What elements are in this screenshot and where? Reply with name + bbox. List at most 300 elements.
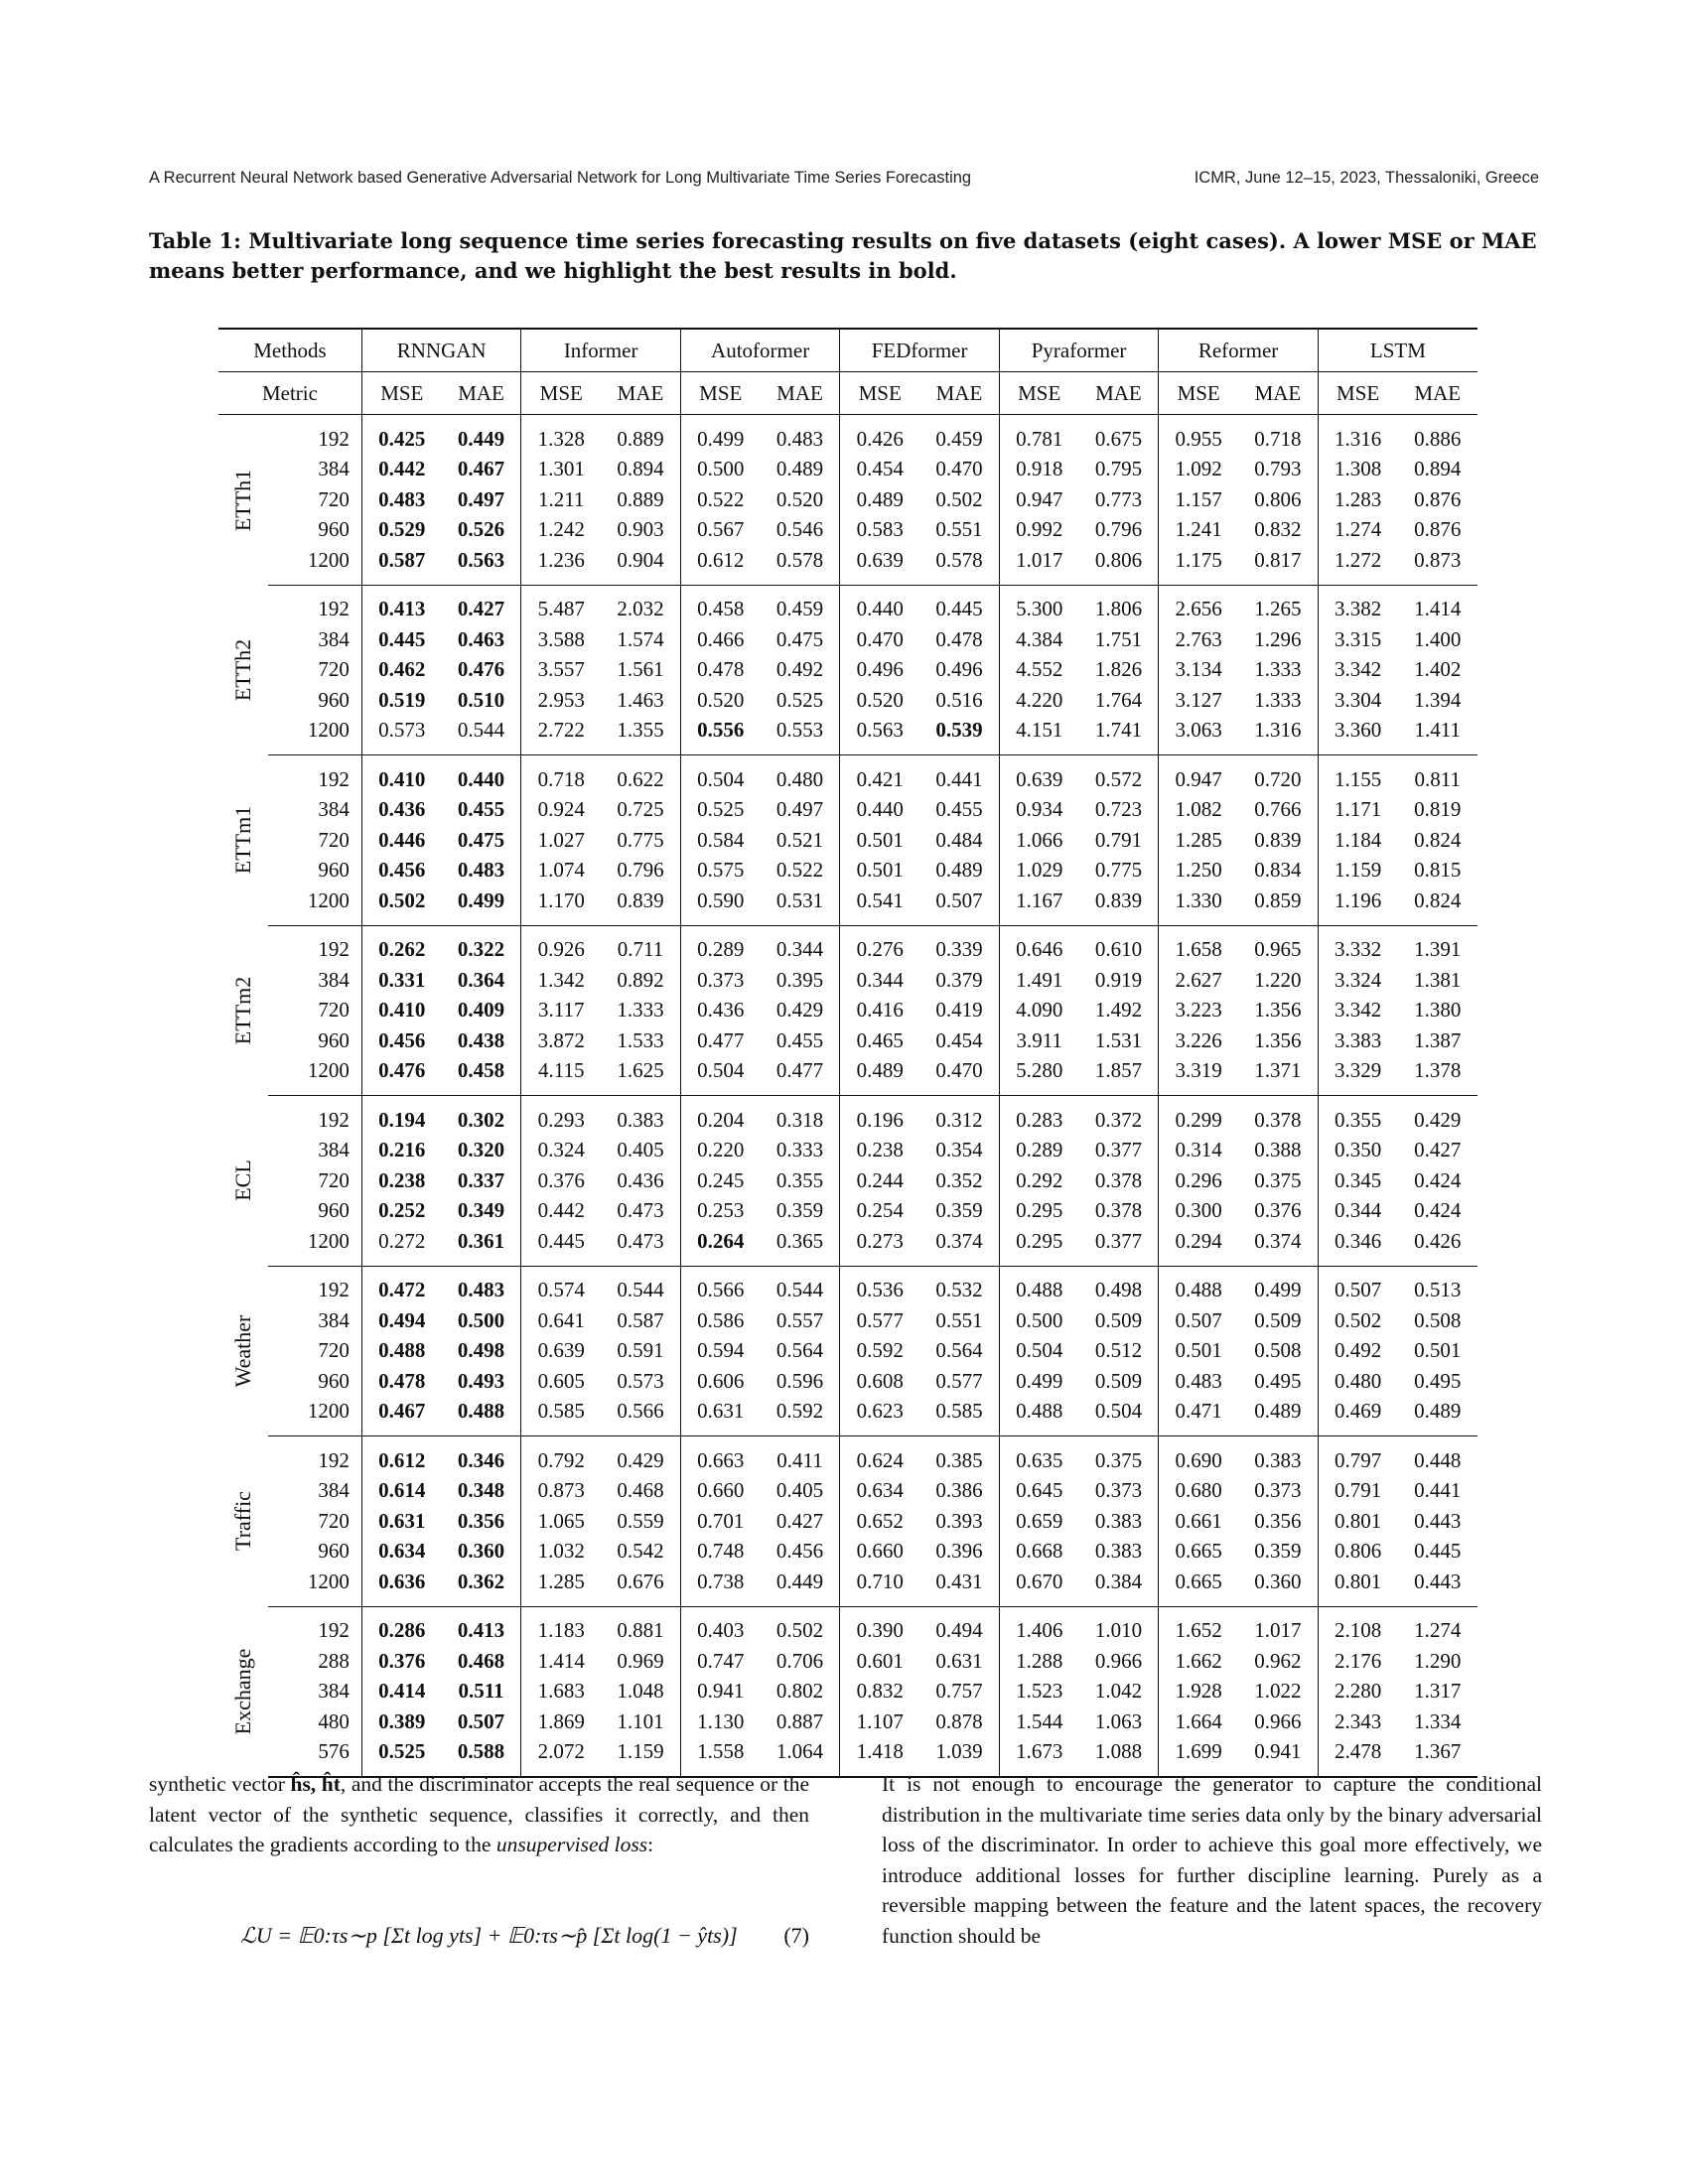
- value-cell: 3.315: [1318, 624, 1397, 655]
- table-row: [218, 825, 1477, 856]
- body-left-text-b: , and the discriminator accepts the real sequence or the latent vector of the synthetic sequence, classifies it correctly, and then calculates the gradients according to the: [149, 1772, 809, 1856]
- horizon-cell: 192: [318, 1618, 350, 1643]
- value-cell: 0.553: [761, 716, 840, 755]
- value-cell: 0.431: [919, 1567, 999, 1606]
- table-row: [218, 1506, 1477, 1537]
- value-cell: 0.324: [521, 1136, 601, 1166]
- metric-header: MAE: [761, 372, 840, 415]
- value-cell: 0.526: [457, 517, 505, 542]
- value-cell: 1.869: [521, 1706, 601, 1737]
- value-cell: 1.283: [1318, 484, 1397, 515]
- value-cell: 1.241: [1159, 515, 1238, 546]
- value-cell: 1.032: [521, 1537, 601, 1568]
- value-cell: 1.316: [1238, 716, 1318, 755]
- metric-header: MSE: [521, 372, 601, 415]
- metric-header: MSE: [1318, 372, 1397, 415]
- value-cell: 0.348: [457, 1478, 505, 1503]
- value-cell: 0.608: [840, 1366, 919, 1397]
- value-cell: 0.360: [457, 1539, 505, 1564]
- horizon-cell: 960: [318, 1198, 350, 1223]
- dataset-label-cell: [218, 585, 268, 755]
- unsupervised-loss-term: unsupervised loss: [495, 1833, 648, 1856]
- value-cell: 0.660: [680, 1476, 760, 1507]
- value-cell: 0.393: [935, 1508, 983, 1533]
- value-cell: 0.504: [680, 1056, 760, 1096]
- value-cell: 0.947: [999, 484, 1078, 515]
- equation-7: [149, 1921, 809, 1961]
- value-cell: 0.832: [840, 1677, 919, 1707]
- value-cell: 0.892: [617, 967, 664, 992]
- value-cell: 3.383: [1318, 1025, 1397, 1056]
- dataset-name: Weather: [230, 1314, 256, 1388]
- horizon-cell: 192: [318, 1107, 350, 1132]
- table-row: [218, 1537, 1477, 1568]
- table-row: [218, 1096, 1477, 1136]
- dataset-label-cell: [218, 1606, 268, 1777]
- value-cell: 0.775: [617, 827, 664, 852]
- value-cell: 0.477: [761, 1056, 840, 1096]
- value-cell: 1.334: [1414, 1708, 1462, 1733]
- table-row: [218, 886, 1477, 925]
- value-cell: 0.445: [361, 624, 441, 655]
- value-cell: 1.088: [1079, 1737, 1159, 1778]
- value-cell: 0.429: [1414, 1107, 1462, 1132]
- value-cell: 0.359: [775, 1198, 824, 1223]
- value-cell: 0.379: [935, 967, 983, 992]
- value-cell: 0.504: [1079, 1397, 1159, 1436]
- value-cell: 0.405: [617, 1138, 664, 1162]
- value-cell: 0.551: [935, 1307, 983, 1332]
- value-cell: 3.324: [1318, 965, 1397, 996]
- value-cell: 1.272: [1318, 545, 1397, 585]
- value-cell: 0.472: [361, 1266, 441, 1305]
- value-cell: 2.072: [521, 1737, 601, 1778]
- value-cell: 0.283: [999, 1096, 1078, 1136]
- value-cell: 2.343: [1318, 1706, 1397, 1737]
- value-cell: 0.680: [1159, 1476, 1238, 1507]
- value-cell: 1.658: [1159, 925, 1238, 965]
- value-cell: 0.499: [999, 1366, 1078, 1397]
- value-cell: 1.017: [999, 545, 1078, 585]
- running-head-title: A Recurrent Neural Network based Generative Adversarial Network for Long Multivariate Time Series Forecasting: [149, 169, 972, 187]
- horizon-cell: 1200: [268, 1056, 361, 1096]
- value-cell: 0.801: [1318, 1506, 1397, 1537]
- value-cell: 1.048: [617, 1679, 664, 1704]
- value-cell: 1.250: [1159, 856, 1238, 887]
- value-cell: 0.563: [840, 716, 919, 755]
- value-cell: 0.497: [457, 486, 505, 511]
- methods-label: Methods: [218, 329, 361, 372]
- running-head-venue: ICMR, June 12–15, 2023, Thessaloniki, Greece: [1194, 169, 1539, 187]
- value-cell: 0.839: [1254, 827, 1302, 852]
- value-cell: 0.373: [1254, 1478, 1302, 1503]
- value-cell: 0.747: [680, 1646, 760, 1677]
- value-cell: 0.470: [935, 457, 983, 481]
- value-cell: 0.492: [775, 657, 824, 682]
- value-cell: 0.476: [361, 1056, 441, 1096]
- value-cell: 0.557: [775, 1307, 824, 1332]
- value-cell: 2.763: [1159, 624, 1238, 655]
- value-cell: 2.478: [1318, 1737, 1397, 1778]
- value-cell: 0.873: [1398, 545, 1477, 585]
- dataset-label-cell: [218, 755, 268, 926]
- value-cell: 0.508: [1414, 1307, 1462, 1332]
- value-cell: 1.107: [840, 1706, 919, 1737]
- value-cell: 0.532: [935, 1278, 983, 1302]
- value-cell: 0.312: [935, 1107, 983, 1132]
- value-cell: 0.389: [361, 1706, 441, 1737]
- value-cell: 0.791: [1094, 827, 1143, 852]
- value-cell: 0.449: [761, 1567, 840, 1606]
- value-cell: 0.346: [457, 1447, 505, 1472]
- horizon-cell: 720: [318, 657, 350, 682]
- value-cell: 3.223: [1159, 996, 1238, 1026]
- value-cell: 5.280: [999, 1056, 1078, 1096]
- value-cell: 0.859: [1238, 886, 1318, 925]
- value-cell: 0.488: [1159, 1266, 1238, 1305]
- table-row: [218, 1677, 1477, 1707]
- value-cell: 1.155: [1318, 755, 1397, 795]
- value-cell: 0.488: [442, 1397, 521, 1436]
- dataset-block: [218, 1436, 1477, 1607]
- value-cell: 1.367: [1398, 1737, 1477, 1778]
- value-cell: 1.010: [1094, 1618, 1143, 1643]
- value-cell: 1.064: [761, 1737, 840, 1778]
- value-cell: 0.496: [935, 657, 983, 682]
- value-cell: 0.668: [999, 1537, 1078, 1568]
- value-cell: 0.718: [1254, 426, 1302, 451]
- metric-header: MSE: [680, 372, 760, 415]
- value-cell: 0.572: [1094, 766, 1143, 791]
- table-row: [218, 755, 1477, 795]
- horizon-cell: 960: [318, 517, 350, 542]
- value-cell: 1.074: [521, 856, 601, 887]
- value-cell: 0.388: [1254, 1138, 1302, 1162]
- value-cell: 0.492: [1318, 1336, 1397, 1367]
- body-left-column: [149, 1769, 809, 1860]
- value-cell: 0.352: [935, 1167, 983, 1192]
- horizon-cell: 1200: [268, 1226, 361, 1266]
- value-cell: 1.652: [1159, 1606, 1238, 1646]
- value-cell: 0.273: [840, 1226, 919, 1266]
- value-cell: 0.513: [1414, 1278, 1462, 1302]
- value-cell: 0.522: [775, 858, 824, 883]
- value-cell: 1.806: [1094, 597, 1143, 621]
- value-cell: 0.663: [680, 1436, 760, 1476]
- value-cell: 0.670: [999, 1567, 1078, 1606]
- table-row: [218, 1397, 1477, 1436]
- value-cell: 0.489: [840, 484, 919, 515]
- horizon-cell: 720: [318, 486, 350, 511]
- table-row: [218, 1025, 1477, 1056]
- value-cell: 0.889: [617, 486, 664, 511]
- value-cell: 1.333: [617, 998, 664, 1023]
- value-cell: 0.364: [457, 967, 505, 992]
- value-cell: 0.889: [617, 426, 664, 451]
- value-cell: 0.796: [1094, 517, 1143, 542]
- value-cell: 1.381: [1414, 967, 1462, 992]
- value-cell: 0.445: [935, 597, 983, 621]
- value-cell: 0.652: [840, 1506, 919, 1537]
- value-cell: 1.171: [1318, 795, 1397, 826]
- value-cell: 0.244: [840, 1165, 919, 1196]
- value-cell: 0.375: [1254, 1167, 1302, 1192]
- value-cell: 0.585: [521, 1397, 601, 1436]
- dataset-name: Exchange: [230, 1648, 256, 1735]
- value-cell: 0.806: [1254, 486, 1302, 511]
- value-cell: 1.029: [999, 856, 1078, 887]
- value-cell: 0.495: [1254, 1368, 1302, 1393]
- value-cell: 1.183: [521, 1606, 601, 1646]
- table-row: [218, 716, 1477, 755]
- value-cell: 0.374: [919, 1226, 999, 1266]
- method-header: RNNGAN: [361, 329, 520, 372]
- value-cell: 0.264: [680, 1226, 760, 1266]
- value-cell: 0.442: [521, 1196, 601, 1227]
- value-cell: 0.356: [1254, 1508, 1302, 1533]
- value-cell: 0.507: [457, 1708, 505, 1733]
- value-cell: 0.478: [680, 655, 760, 686]
- horizon-cell: 720: [318, 998, 350, 1023]
- value-cell: 1.317: [1414, 1679, 1462, 1704]
- value-cell: 0.455: [775, 1027, 824, 1052]
- value-cell: 0.390: [840, 1606, 919, 1646]
- value-cell: 0.665: [1159, 1567, 1238, 1606]
- value-cell: 1.316: [1318, 415, 1397, 455]
- value-cell: 0.508: [1254, 1338, 1302, 1363]
- value-cell: 0.817: [1238, 545, 1318, 585]
- value-cell: 1.394: [1414, 687, 1462, 712]
- value-cell: 0.596: [775, 1368, 824, 1393]
- method-header: Informer: [521, 329, 680, 372]
- value-cell: 1.211: [521, 484, 601, 515]
- value-cell: 4.384: [999, 624, 1078, 655]
- value-cell: 0.445: [1414, 1539, 1462, 1564]
- value-cell: 1.285: [1159, 825, 1238, 856]
- table-row: [218, 1646, 1477, 1677]
- value-cell: 0.520: [840, 685, 919, 716]
- value-cell: 0.645: [999, 1476, 1078, 1507]
- value-cell: 0.766: [1254, 797, 1302, 822]
- value-cell: 4.115: [521, 1056, 601, 1096]
- value-cell: 0.584: [680, 825, 760, 856]
- value-cell: 0.346: [1318, 1226, 1397, 1266]
- value-cell: 0.383: [1254, 1447, 1302, 1472]
- value-cell: 1.301: [521, 455, 601, 485]
- value-cell: 0.483: [775, 426, 824, 451]
- value-cell: 0.429: [617, 1447, 664, 1472]
- metric-header: MSE: [999, 372, 1078, 415]
- metric-header: MSE: [361, 372, 441, 415]
- value-cell: 3.342: [1318, 655, 1397, 686]
- value-cell: 0.331: [361, 965, 441, 996]
- value-cell: 0.455: [935, 797, 983, 822]
- value-cell: 0.793: [1254, 457, 1302, 481]
- value-cell: 0.947: [1159, 755, 1238, 795]
- value-cell: 0.500: [457, 1307, 505, 1332]
- value-cell: 1.042: [1094, 1679, 1143, 1704]
- value-cell: 0.299: [1159, 1096, 1238, 1136]
- value-cell: 0.493: [457, 1368, 505, 1393]
- value-cell: 0.466: [680, 624, 760, 655]
- value-cell: 2.656: [1159, 585, 1238, 624]
- value-cell: 2.722: [521, 716, 601, 755]
- value-cell: 1.063: [1094, 1708, 1143, 1733]
- horizon-cell: 1200: [268, 716, 361, 755]
- value-cell: 0.965: [1254, 937, 1302, 962]
- value-cell: 0.456: [361, 856, 441, 887]
- value-cell: 0.440: [840, 795, 919, 826]
- table-row: [218, 965, 1477, 996]
- value-cell: 1.066: [999, 825, 1078, 856]
- value-cell: 0.426: [1398, 1226, 1477, 1266]
- value-cell: 1.017: [1254, 1618, 1302, 1643]
- value-cell: 1.159: [601, 1737, 680, 1778]
- value-cell: 0.478: [361, 1366, 441, 1397]
- value-cell: 0.781: [999, 415, 1078, 455]
- value-cell: 0.502: [775, 1618, 824, 1643]
- value-cell: 0.378: [1094, 1198, 1143, 1223]
- value-cell: 0.564: [775, 1338, 824, 1363]
- value-cell: 0.525: [680, 795, 760, 826]
- horizon-cell: 960: [318, 1368, 350, 1393]
- value-cell: 3.117: [521, 996, 601, 1026]
- value-cell: 0.295: [999, 1226, 1078, 1266]
- value-cell: 0.676: [601, 1567, 680, 1606]
- value-cell: 0.614: [361, 1476, 441, 1507]
- value-cell: 0.573: [617, 1368, 664, 1393]
- value-cell: 0.349: [457, 1198, 505, 1223]
- value-cell: 1.558: [680, 1737, 760, 1778]
- value-cell: 0.529: [361, 515, 441, 546]
- value-cell: 0.410: [361, 996, 441, 1026]
- value-cell: 0.590: [680, 886, 760, 925]
- metrics-header-row: [218, 372, 1477, 415]
- value-cell: 1.092: [1159, 455, 1238, 485]
- value-cell: 3.872: [521, 1025, 601, 1056]
- value-cell: 0.738: [680, 1567, 760, 1606]
- value-cell: 0.773: [1094, 486, 1143, 511]
- value-cell: 0.478: [935, 626, 983, 651]
- value-cell: 1.411: [1398, 716, 1477, 755]
- value-cell: 1.290: [1414, 1648, 1462, 1673]
- value-cell: 1.378: [1398, 1056, 1477, 1096]
- value-cell: 0.296: [1159, 1165, 1238, 1196]
- metric-header: MSE: [1159, 372, 1238, 415]
- value-cell: 1.288: [999, 1646, 1078, 1677]
- value-cell: 1.751: [1094, 626, 1143, 651]
- value-cell: 0.302: [457, 1107, 505, 1132]
- metric-header: MAE: [919, 372, 999, 415]
- value-cell: 0.489: [1238, 1397, 1318, 1436]
- dataset-name: ETTh2: [230, 638, 256, 701]
- value-cell: 0.220: [680, 1136, 760, 1166]
- value-cell: 0.521: [775, 827, 824, 852]
- value-cell: 0.588: [442, 1737, 521, 1778]
- value-cell: 3.382: [1318, 585, 1397, 624]
- value-cell: 0.631: [361, 1506, 441, 1537]
- value-cell: 2.108: [1318, 1606, 1397, 1646]
- value-cell: 0.396: [935, 1539, 983, 1564]
- value-cell: 0.468: [457, 1648, 505, 1673]
- value-cell: 1.355: [601, 716, 680, 755]
- horizon-cell: 192: [318, 937, 350, 962]
- value-cell: 0.499: [442, 886, 521, 925]
- value-cell: 0.499: [1254, 1278, 1302, 1302]
- value-cell: 0.441: [1414, 1478, 1462, 1503]
- value-cell: 0.345: [1318, 1165, 1397, 1196]
- value-cell: 0.443: [1398, 1567, 1477, 1606]
- value-cell: 0.498: [457, 1338, 505, 1363]
- value-cell: 0.494: [361, 1305, 441, 1336]
- value-cell: 0.502: [1318, 1305, 1397, 1336]
- value-cell: 3.329: [1318, 1056, 1397, 1096]
- value-cell: 0.376: [361, 1646, 441, 1677]
- value-cell: 0.622: [617, 766, 664, 791]
- value-cell: 1.157: [1159, 484, 1238, 515]
- value-cell: 0.495: [1414, 1368, 1462, 1393]
- value-cell: 1.167: [999, 886, 1078, 925]
- value-cell: 0.567: [680, 515, 760, 546]
- value-cell: 0.446: [361, 825, 441, 856]
- table-row: [218, 1606, 1477, 1646]
- value-cell: 0.436: [617, 1167, 664, 1192]
- value-cell: 1.022: [1254, 1679, 1302, 1704]
- horizon-cell: 720: [318, 1338, 350, 1363]
- value-cell: 0.413: [361, 585, 441, 624]
- value-cell: 0.873: [521, 1476, 601, 1507]
- value-cell: 0.419: [935, 998, 983, 1023]
- value-cell: 3.332: [1318, 925, 1397, 965]
- value-cell: 1.170: [521, 886, 601, 925]
- value-cell: 4.151: [999, 716, 1078, 755]
- value-cell: 0.839: [1079, 886, 1159, 925]
- value-cell: 1.356: [1254, 998, 1302, 1023]
- method-header: Pyraformer: [999, 329, 1158, 372]
- value-cell: 0.904: [601, 545, 680, 585]
- value-cell: 0.725: [617, 797, 664, 822]
- value-cell: 0.832: [1254, 517, 1302, 542]
- value-cell: 0.445: [521, 1226, 601, 1266]
- value-cell: 3.342: [1318, 996, 1397, 1026]
- value-cell: 0.373: [680, 965, 760, 996]
- value-cell: 0.501: [1159, 1336, 1238, 1367]
- table-row: [218, 545, 1477, 585]
- value-cell: 3.911: [999, 1025, 1078, 1056]
- value-cell: 0.289: [680, 925, 760, 965]
- value-cell: 0.196: [840, 1096, 919, 1136]
- value-cell: 0.718: [521, 755, 601, 795]
- value-cell: 0.333: [775, 1138, 824, 1162]
- value-cell: 0.293: [521, 1096, 601, 1136]
- value-cell: 0.992: [999, 515, 1078, 546]
- value-cell: 0.383: [617, 1107, 664, 1132]
- metric-header: MSE: [840, 372, 919, 415]
- dataset-name: ETTm2: [230, 976, 256, 1044]
- value-cell: 1.196: [1318, 886, 1397, 925]
- value-cell: 0.458: [680, 585, 760, 624]
- value-cell: 0.574: [521, 1266, 601, 1305]
- table-row: [218, 1165, 1477, 1196]
- value-cell: 0.544: [617, 1278, 664, 1302]
- value-cell: 0.578: [919, 545, 999, 585]
- value-cell: 3.063: [1159, 716, 1238, 755]
- value-cell: 0.411: [776, 1447, 823, 1472]
- value-cell: 0.504: [999, 1336, 1078, 1367]
- table-row: [218, 1226, 1477, 1266]
- value-cell: 0.361: [442, 1226, 521, 1266]
- value-cell: 1.764: [1094, 687, 1143, 712]
